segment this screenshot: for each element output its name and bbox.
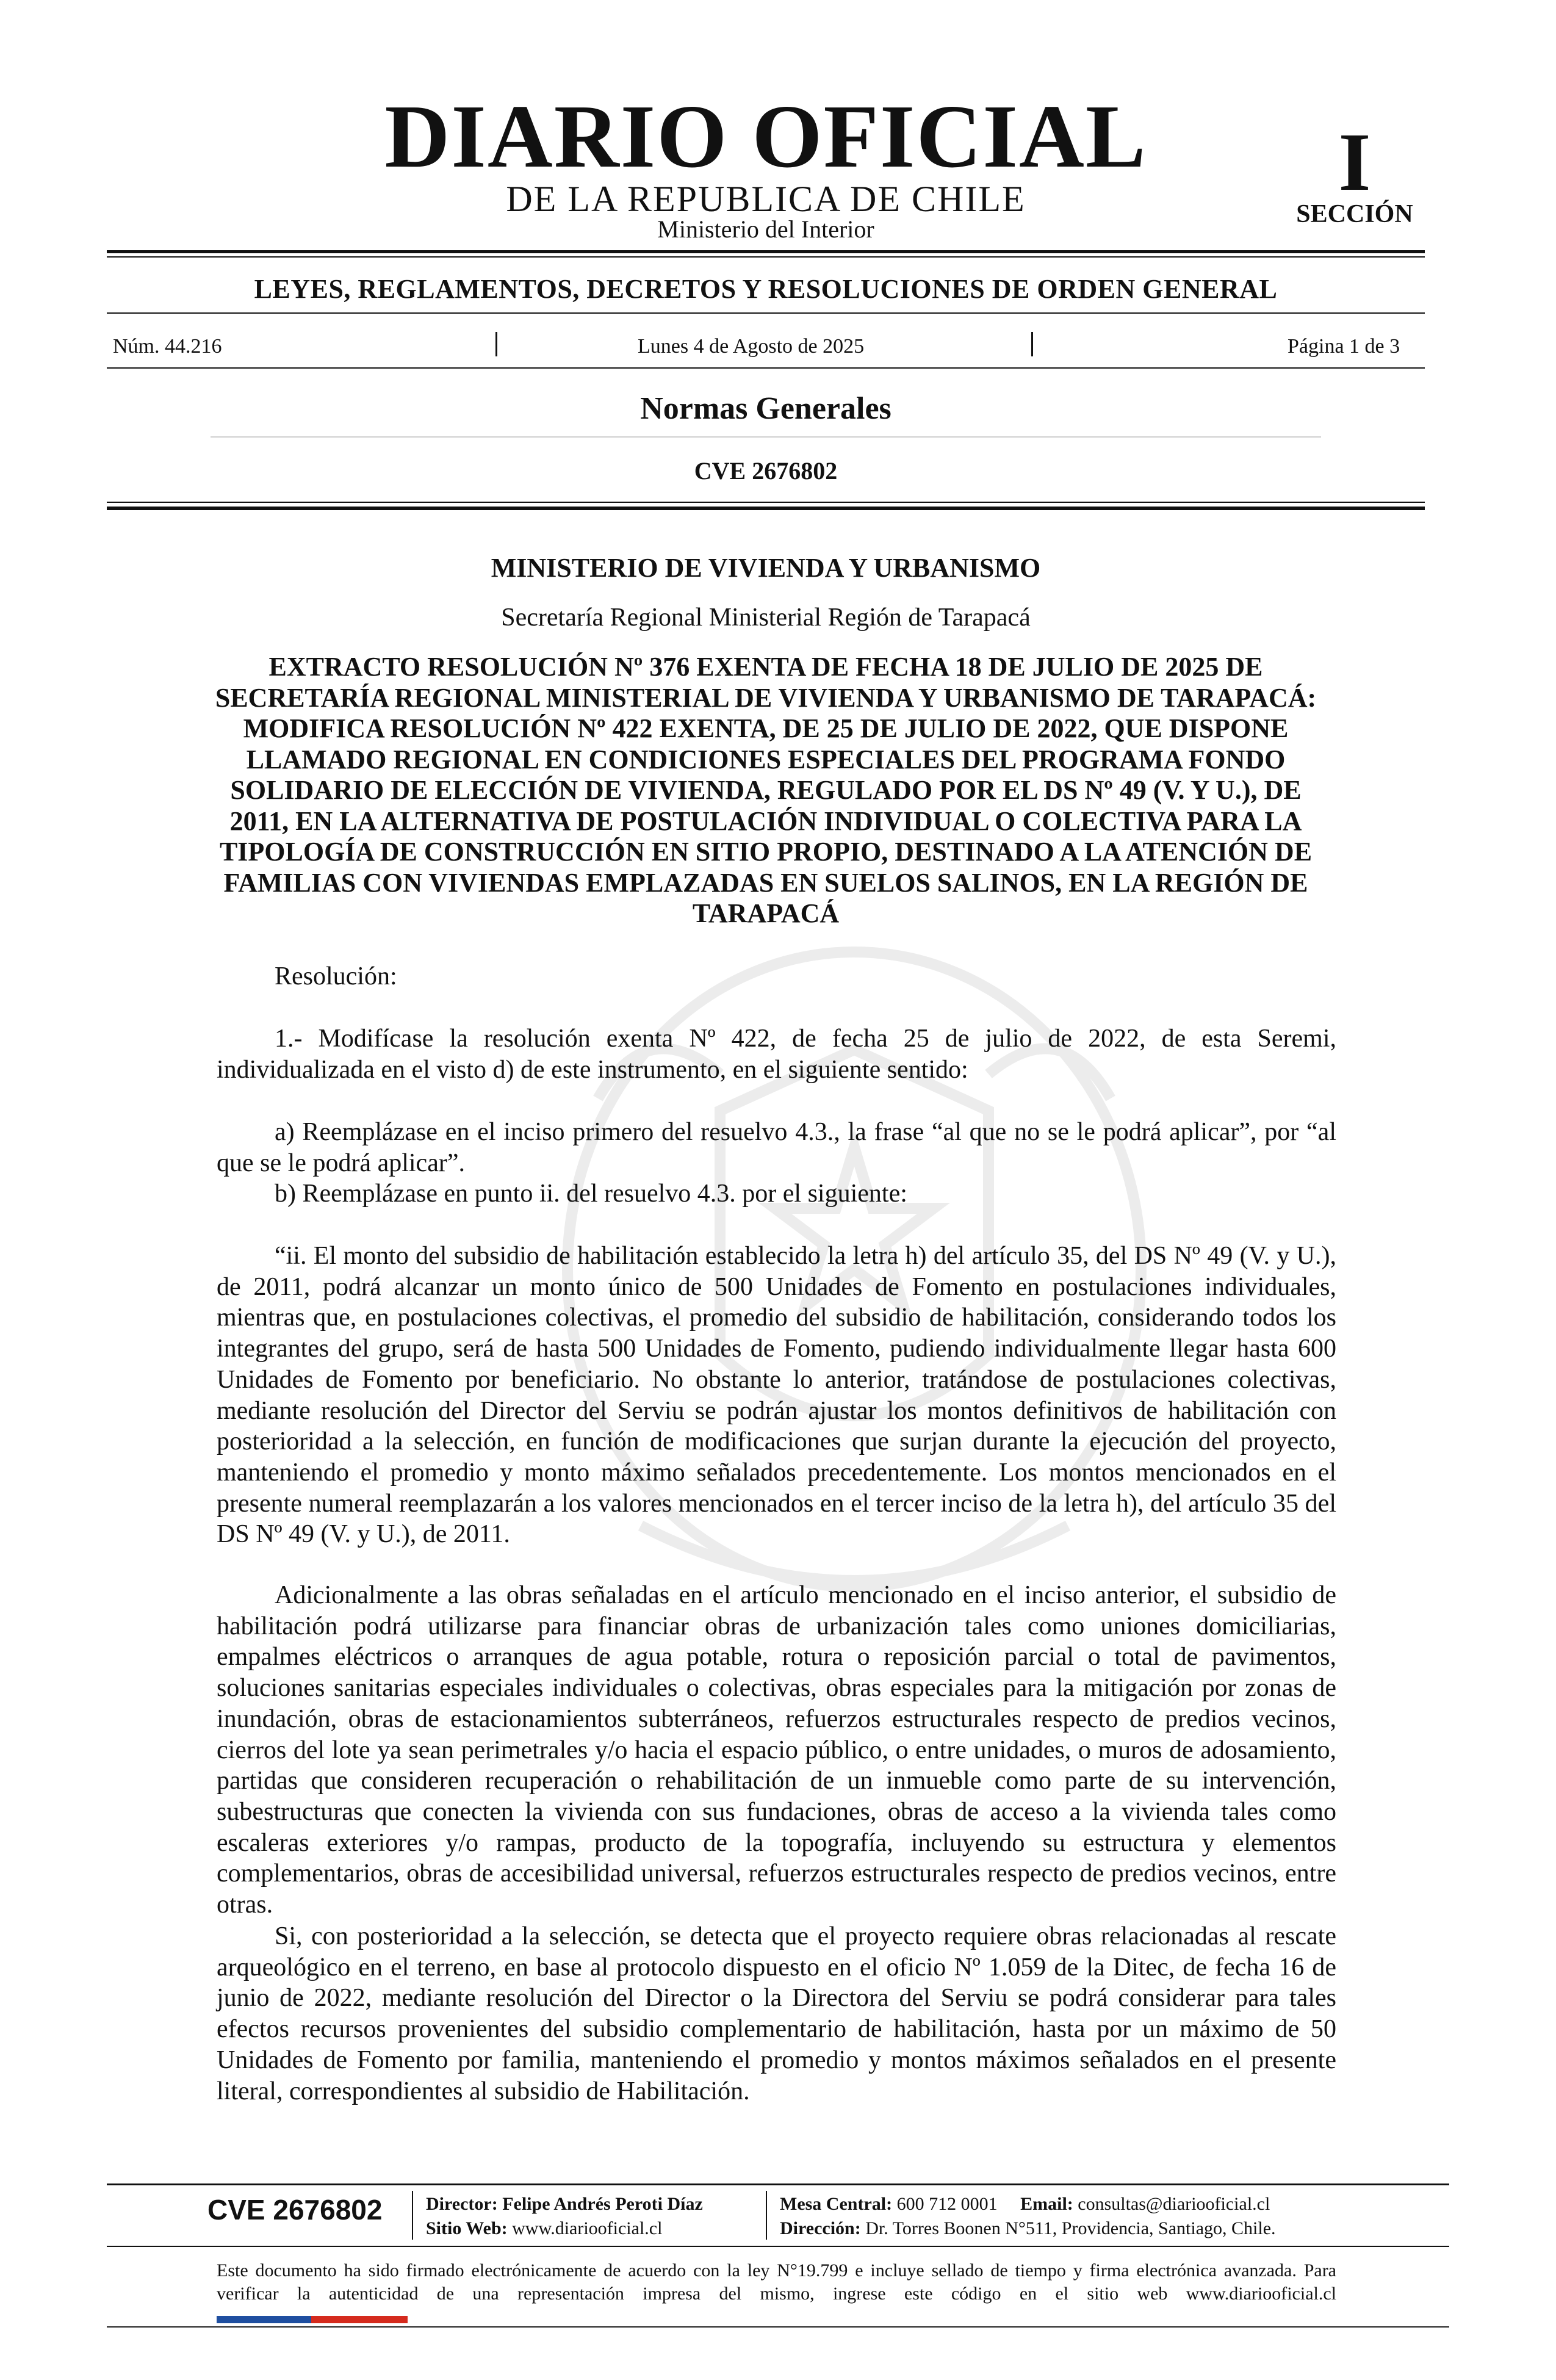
footer-address [780, 2216, 1276, 2241]
info-rule [107, 367, 1425, 369]
website-link[interactable]: www.diariooficial.cl [512, 2218, 663, 2238]
laws-rule [107, 312, 1425, 314]
issue-page: Página 1 de 3 [1288, 335, 1400, 358]
phone-label: Mesa Central: [780, 2194, 893, 2214]
address-label: Dirección: [780, 2218, 861, 2238]
paragraph-1 [217, 1023, 1336, 1085]
flag-stripe-red [311, 2316, 408, 2323]
info-separator [495, 332, 497, 356]
director-name: Felipe Andrés Peroti Díaz [502, 2194, 703, 2214]
resolution-label: Resolución: [275, 962, 397, 990]
address-text: Dr. Torres Boonen N°511, Providencia, Santiago, Chile. [865, 2218, 1276, 2238]
footer-rule-top [107, 2183, 1449, 2185]
category-heading: Normas Generales [640, 391, 891, 426]
flag-stripe-blue [217, 2316, 311, 2323]
section-number: I [1338, 117, 1371, 208]
cve-code: CVE 2676802 [694, 457, 838, 485]
director-label: Director: [426, 2194, 498, 2214]
email-label: Email: [1020, 2194, 1073, 2214]
paragraph-6-text: Si, con posterioridad a la selección, se detecta que el proyecto requiere obras relacionadas al rescate arqueológico en el terreno, en base al protocolo dispuesto en el oficio Nº 1.059 de la Ditec, de fecha 16 de junio de 2022, mediante resolución del Director o la Directora del Serviu se podrá considerar para tales efectos recursos provenientes del subsidio complementario de habilitación, hasta por un máximo de 50 Unidades de Fomento por familia, manteniendo el promedio y montos máximos señalados en el presente literal, correspondientes al subsidio de Habilitación. [217, 1922, 1336, 2105]
email-link[interactable]: consultas@diariooficial.cl [1078, 2194, 1270, 2214]
paragraph-6 [217, 1921, 1336, 2107]
paragraph-3-text: b) Reemplázase en punto ii. del resuelvo 4.3. por el siguiente: [275, 1180, 907, 1208]
header-end-rule-thin [107, 502, 1425, 503]
footer-rule-bottom [107, 2326, 1449, 2328]
footer-website [426, 2216, 662, 2241]
masthead-title: DIARIO OFICIAL [384, 87, 1147, 187]
footer-contact [780, 2192, 1270, 2216]
masthead-subtitle: DE LA REPUBLICA DE CHILE [506, 179, 1026, 219]
footer-rule-middle [107, 2246, 1449, 2247]
info-separator [1031, 332, 1033, 356]
paragraph-2-text: a) Reemplázase en el inciso primero del resuelvo 4.3., la frase “al que no se le podrá aplicar”, por “al que se le podrá aplicar”. [217, 1118, 1336, 1177]
paragraph-4-text: “ii. El monto del subsidio de habilitación establecido la letra h) del artículo 35, del DS Nº 49 (V. y U.), de 2011, podrá alcanzar un monto único de 500 Unidades de Fomento en postulaciones individuales, mientras que, en postulaciones colectivas, el promedio del subsidio de habilitación, considerando todos los integrantes del grupo, será de hasta 500 Unidades de Fomento, pudiendo individualmente llegar hasta 600 Unidades de Fomento por beneficiario. No obstante lo anterior, tratándose de postulaciones colectivas, mediante resolución del Director del Serviu se podrán ajustar los montos definitivos de habilitación con posterioridad a la selección, en función de modificaciones que surjan durante la ejecución del proyecto, manteniendo el promedio y monto máximo señalados precedentemente. Los montos mencionados en el presente numeral reemplazarán a los valores mencionados en el tercer inciso de la letra h), del artículo 35 del DS Nº 49 (V. y U.), de 2011. [217, 1242, 1336, 1549]
footer-separator [766, 2191, 767, 2240]
phone-number: 600 712 0001 [896, 2194, 998, 2214]
footer-cve-code: CVE 2676802 [207, 2194, 383, 2226]
paragraph-4 [217, 1241, 1336, 1550]
website-label: Sitio Web: [426, 2218, 508, 2238]
regional-office: Secretaría Regional Ministerial Región de Tarapacá [501, 604, 1031, 632]
laws-heading: LEYES, REGLAMENTOS, DECRETOS Y RESOLUCIONES DE ORDEN GENERAL [254, 274, 1278, 304]
issue-number: Núm. 44.216 [113, 335, 222, 358]
resolution-title: EXTRACTO RESOLUCIÓN Nº 376 EXENTA DE FECHA 18 DE JULIO DE 2025 DE SECRETARÍA REGIONAL MINISTERIAL DE VIVIENDA Y URBANISMO DE TARAPACÁ: MODIFICA RESOLUCIÓN Nº 422 EXENTA, DE 25 DE JULIO DE 2022, QUE DISPONE LLAMADO REGIONAL EN CONDICIONES ESPECIALES DEL PROGRAMA FONDO SOLIDARIO DE ELECCIÓN DE VIVIENDA, REGULADO POR EL DS Nº 49 (V. Y U.), DE 2011, EN LA ALTERNATIVA DE POSTULACIÓN INDIVIDUAL O COLECTIVA PARA LA TIPOLOGÍA DE CONSTRUCCIÓN EN SITIO PROPIO, DESTINADO A LA ATENCIÓN DE FAMILIAS CON VIVIENDAS EMPLAZADAS EN SUELOS SALINOS, EN LA REGIÓN DE TARAPACÁ [215, 652, 1317, 928]
masthead-rule-thick [107, 250, 1425, 253]
issue-date: Lunes 4 de Agosto de 2025 [638, 335, 865, 358]
paragraph-5 [217, 1580, 1336, 1920]
paragraph-1-text: 1.- Modifícase la resolución exenta Nº 422, de fecha 25 de julio de 2022, de esta Seremi, individualizada en el visto d) de este instrumento, en el siguiente sentido: [217, 1025, 1336, 1084]
footer-director [426, 2192, 703, 2216]
footer-signature-notice: Este documento ha sido firmado electrónicamente de acuerdo con la ley N°19.799 e incluye sellado de tiempo y firma electrónica avanzada. Para verificar la autenticidad de una representación impresa del mismo, ingrese este código en el sitio web www.diariooficial.cl [217, 2260, 1336, 2304]
paragraph-3 [217, 1178, 1336, 1210]
masthead-ministry: Ministerio del Interior [657, 215, 874, 243]
ministry-heading: MINISTERIO DE VIVIENDA Y URBANISMO [491, 553, 1041, 583]
paragraph-2 [217, 1117, 1336, 1178]
section-label: SECCIÓN [1296, 200, 1413, 228]
paragraph-5-text: Adicionalmente a las obras señaladas en el artículo mencionado en el inciso anterior, el subsidio de habilitación podrá utilizarse para financiar obras de urbanización tales como uniones domiciliarias, empalmes eléctricos o arranques de agua potable, rotura o reposición parcial o total de pavimentos, soluciones sanitarias especiales individuales o colectivas, obras especiales para la mitigación por zonas de inundación, obras de estacionamientos subterráneos, refuerzos estructurales respecto de predios vecinos, cierros del lote ya sean perimetrales y/o hacia el espacio público, o entre unidades, o muros de adosamiento, partidas que consideren recuperación o rehabilitación de un inmueble como parte de su intervención, subestructuras que conecten la vivienda con sus fundaciones, obras de acceso a la vivienda tales como escaleras exteriores y/o rampas, producto de la topografía, incluyendo su estructura y elementos complementarios, obras de accesibilidad universal, refuerzos estructurales respecto de predios vecinos, entre otras. [217, 1581, 1336, 1919]
header-end-rule-thick [107, 507, 1425, 510]
footer-separator [412, 2191, 413, 2240]
masthead-rule-thin [107, 256, 1425, 258]
category-rule [211, 436, 1321, 438]
